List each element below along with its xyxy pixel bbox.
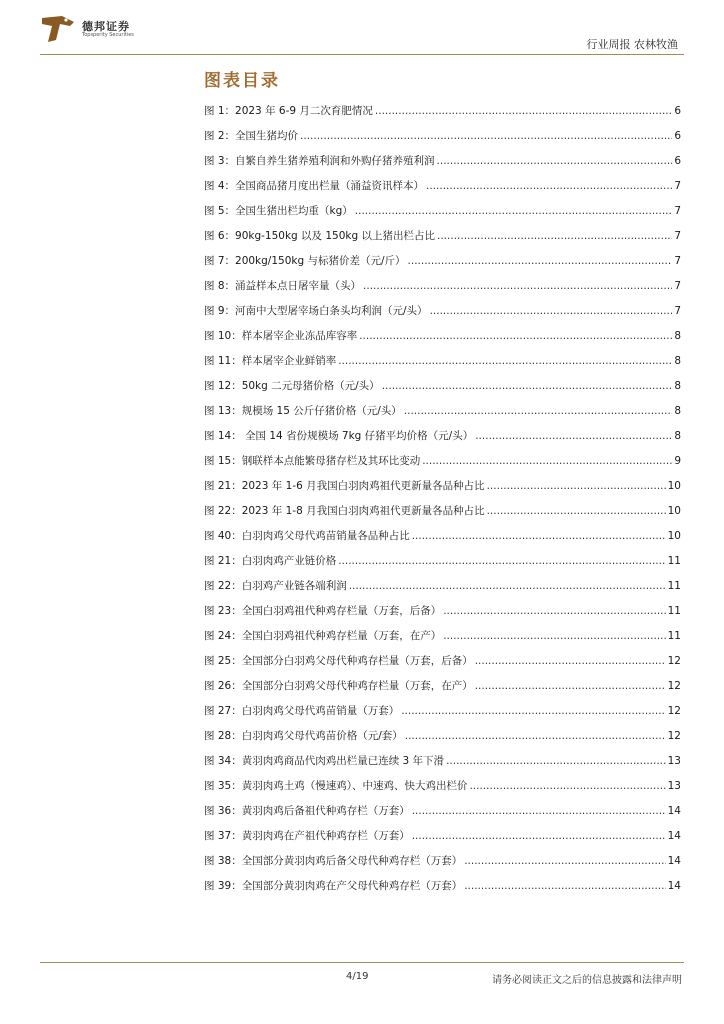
toc-entry[interactable] — [204, 178, 681, 203]
report-category: 行业周报 农林牧渔 — [586, 38, 678, 51]
toc-leader-dots — [412, 530, 666, 542]
toc-entry[interactable] — [204, 603, 681, 628]
toc-entry-page[interactable]: 6 — [674, 130, 681, 142]
toc-leader-dots — [443, 630, 665, 642]
toc-entry-label[interactable]: 图 22：2023 年 1-8 月我国白羽肉鸡祖代更新量各品种占比 — [204, 505, 485, 517]
toc-entry-page[interactable]: 10 — [667, 480, 681, 492]
toc-entry-label[interactable]: 图 25：全国部分白羽鸡父母代种鸡存栏量（万套，后备） — [204, 655, 473, 667]
toc-entry-page[interactable]: 12 — [667, 680, 681, 692]
toc-entry-page[interactable]: 10 — [667, 505, 681, 517]
toc-entry[interactable] — [204, 403, 681, 428]
toc-entry-label[interactable]: 图 11：样本屠宰企业鲜销率 — [204, 355, 337, 367]
toc-leader-dots — [338, 555, 665, 567]
toc-leader-dots — [382, 380, 673, 392]
toc-entry-page[interactable]: 13 — [667, 780, 681, 792]
toc-leader-dots — [487, 480, 666, 492]
toc-leader-dots — [363, 280, 672, 292]
toc-entry[interactable] — [204, 228, 681, 253]
toc-leader-dots — [355, 205, 673, 217]
toc-entry-label[interactable]: 图 5：全国生猪出栏均重（kg） — [204, 205, 353, 217]
toc-entry[interactable] — [204, 853, 681, 878]
toc-leader-dots — [375, 105, 672, 117]
toc-entry-page[interactable]: 12 — [667, 730, 681, 742]
toc-leader-dots — [446, 755, 666, 767]
toc-entry[interactable] — [204, 678, 681, 703]
company-logo-icon — [40, 14, 76, 44]
toc-entry[interactable] — [204, 753, 681, 778]
toc-entry-page[interactable]: 8 — [674, 330, 681, 342]
toc-entry[interactable] — [204, 703, 681, 728]
toc-leader-dots — [464, 855, 665, 867]
toc-entry-page[interactable]: 8 — [674, 405, 681, 417]
toc-entry[interactable] — [204, 878, 681, 903]
toc-leader-dots — [408, 255, 673, 267]
toc-entry[interactable] — [204, 478, 681, 503]
legal-disclaimer: 请务必阅读正文之后的信息披露和法律声明 — [492, 975, 682, 986]
toc-leader-dots — [412, 830, 666, 842]
toc-entry[interactable] — [204, 628, 681, 653]
toc-leader-dots — [405, 730, 666, 742]
toc-leader-dots — [359, 330, 672, 342]
toc-leader-dots — [404, 405, 673, 417]
toc-entry-label[interactable]: 图 23：全国白羽鸡祖代种鸡存栏量（万套，后备） — [204, 605, 442, 617]
toc-title: 图表目录 — [204, 71, 280, 91]
toc-entry-label[interactable]: 图 24：全国白羽鸡祖代种鸡存栏量（万套，在产） — [204, 630, 442, 642]
toc-entry[interactable] — [204, 278, 681, 303]
brand-subtitle: Topsperity Securities — [82, 32, 134, 38]
toc-entry-label[interactable]: 图 26：全国部分白羽鸡父母代种鸡存栏量（万套，在产） — [204, 680, 473, 692]
toc-entry-label[interactable]: 图 34：黄羽肉鸡商品代肉鸡出栏量已连续 3 年下滑 — [204, 755, 445, 767]
toc-entry-page[interactable]: 8 — [674, 380, 681, 392]
toc-entry[interactable] — [204, 378, 681, 403]
figure-list — [204, 103, 681, 903]
toc-entry-page[interactable]: 7 — [674, 305, 681, 317]
toc-leader-dots — [437, 230, 672, 242]
toc-entry[interactable] — [204, 528, 681, 553]
toc-entry[interactable] — [204, 503, 681, 528]
toc-entry-label[interactable]: 图 39：全国部分黄羽肉鸡在产父母代种鸡存栏（万套） — [204, 880, 463, 892]
toc-entry-label[interactable]: 图 35：黄羽肉鸡土鸡（慢速鸡）、中速鸡、快大鸡出栏价 — [204, 780, 468, 792]
footer-divider — [40, 962, 684, 963]
brand-name: 德邦证券 — [82, 20, 130, 33]
toc-entry-page[interactable]: 8 — [674, 355, 681, 367]
toc-entry-label[interactable]: 图 10：样本屠宰企业冻品库容率 — [204, 330, 358, 342]
toc-leader-dots — [430, 305, 673, 317]
toc-entry-label[interactable]: 图 37：黄羽肉鸡在产祖代种鸡存栏（万套） — [204, 830, 410, 842]
toc-entry-page[interactable]: 10 — [667, 530, 681, 542]
toc-entry[interactable] — [204, 103, 681, 128]
toc-entry-page[interactable]: 9 — [674, 455, 681, 467]
toc-entry[interactable] — [204, 653, 681, 678]
toc-entry-label[interactable]: 图 13：规模场 15 公斤仔猪价格（元/头） — [204, 405, 402, 417]
toc-entry-label[interactable]: 图 9：河南中大型屠宰场白条头均利润（元/头） — [204, 305, 428, 317]
toc-leader-dots — [426, 180, 672, 192]
toc-entry[interactable] — [204, 203, 681, 228]
toc-leader-dots — [437, 155, 673, 167]
toc-leader-dots — [401, 705, 665, 717]
toc-entry-page[interactable]: 12 — [667, 705, 681, 717]
toc-entry-label[interactable]: 图 6：90kg-150kg 以及 150kg 以上猪出栏占比 — [204, 230, 435, 242]
page-number: 4/19 — [346, 971, 369, 982]
toc-entry-label[interactable]: 图 12：50kg 二元母猪价格（元/头） — [204, 380, 380, 392]
toc-entry[interactable] — [204, 728, 681, 753]
toc-entry[interactable] — [204, 803, 681, 828]
toc-leader-dots — [475, 655, 666, 667]
toc-entry-label[interactable]: 图 4：全国商品猪月度出栏量（涌益资讯样本） — [204, 180, 425, 192]
toc-entry-label[interactable]: 图 15：钢联样本点能繁母猪存栏及其环比变动 — [204, 455, 421, 467]
toc-leader-dots — [475, 430, 672, 442]
toc-entry-label[interactable]: 图 21：白羽肉鸡产业链价格 — [204, 555, 337, 567]
toc-entry-page[interactable]: 11 — [667, 580, 681, 592]
toc-leader-dots — [469, 780, 665, 792]
toc-leader-dots — [487, 505, 666, 517]
toc-entry[interactable] — [204, 353, 681, 378]
toc-entry-label[interactable]: 图 22：白羽鸡产业链各端利润 — [204, 580, 347, 592]
toc-leader-dots — [412, 805, 666, 817]
toc-entry-label[interactable]: 图 38：全国部分黄羽肉鸡后备父母代种鸡存栏（万套） — [204, 855, 463, 867]
toc-entry-page[interactable]: 7 — [674, 180, 681, 192]
toc-entry[interactable] — [204, 828, 681, 853]
toc-entry[interactable] — [204, 778, 681, 803]
toc-leader-dots — [422, 455, 672, 467]
toc-entry-label[interactable]: 图 21：2023 年 1-6 月我国白羽肉鸡祖代更新量各品种占比 — [204, 480, 485, 492]
toc-entry-page[interactable]: 7 — [674, 280, 681, 292]
toc-entry-page[interactable]: 14 — [667, 855, 681, 867]
toc-leader-dots — [349, 580, 666, 592]
toc-entry-label[interactable]: 图 2：全国生猪均价 — [204, 130, 299, 142]
toc-entry-page[interactable]: 7 — [674, 230, 681, 242]
toc-entry-page[interactable]: 7 — [674, 255, 681, 267]
toc-leader-dots — [443, 605, 665, 617]
toc-entry[interactable] — [204, 253, 681, 278]
toc-leader-dots — [300, 130, 672, 142]
toc-entry-label[interactable]: 图 7：200kg/150kg 与标猪价差（元/斤） — [204, 255, 406, 267]
toc-leader-dots — [475, 680, 666, 692]
toc-entry-page[interactable]: 11 — [667, 605, 681, 617]
toc-entry[interactable] — [204, 453, 681, 478]
toc-entry[interactable] — [204, 128, 681, 153]
toc-entry-page[interactable]: 14 — [667, 830, 681, 842]
toc-entry[interactable] — [204, 553, 681, 578]
header-divider — [40, 54, 684, 55]
toc-entry-page[interactable]: 11 — [667, 555, 681, 567]
toc-entry[interactable] — [204, 578, 681, 603]
toc-entry-page[interactable]: 11 — [667, 630, 681, 642]
toc-entry-label[interactable]: 图 14： 全国 14 省份规模场 7kg 仔猪平均价格（元/头） — [204, 430, 474, 442]
toc-entry-label[interactable]: 图 1：2023 年 6-9 月二次育肥情况 — [204, 105, 373, 117]
page-header — [0, 0, 724, 60]
toc-entry-label[interactable]: 图 40：白羽肉鸡父母代鸡苗销量各品种占比 — [204, 530, 410, 542]
toc-entry-page[interactable]: 8 — [674, 430, 681, 442]
toc-entry-page[interactable]: 7 — [674, 205, 681, 217]
toc-entry[interactable] — [204, 428, 681, 453]
toc-entry-label[interactable]: 图 3：自繁自养生猪养殖利润和外购仔猪养殖利润 — [204, 155, 435, 167]
toc-leader-dots — [338, 355, 672, 367]
toc-entry-page[interactable]: 6 — [674, 155, 681, 167]
toc-leader-dots — [464, 880, 665, 892]
toc-entry[interactable] — [204, 303, 681, 328]
toc-entry[interactable] — [204, 328, 681, 353]
toc-entry-page[interactable]: 12 — [667, 655, 681, 667]
toc-entry-page[interactable]: 14 — [667, 880, 681, 892]
toc-entry-label[interactable]: 图 27：白羽肉鸡父母代鸡苗销量（万套） — [204, 705, 400, 717]
toc-entry-label[interactable]: 图 36：黄羽肉鸡后备祖代种鸡存栏（万套） — [204, 805, 410, 817]
toc-entry[interactable] — [204, 153, 681, 178]
toc-entry-label[interactable]: 图 28：白羽肉鸡父母代鸡苗价格（元/套） — [204, 730, 403, 742]
toc-entry-page[interactable]: 14 — [667, 805, 681, 817]
toc-entry-page[interactable]: 6 — [674, 105, 681, 117]
toc-entry-page[interactable]: 13 — [667, 755, 681, 767]
toc-entry-label[interactable]: 图 8：涌益样本点日屠宰量（头） — [204, 280, 362, 292]
